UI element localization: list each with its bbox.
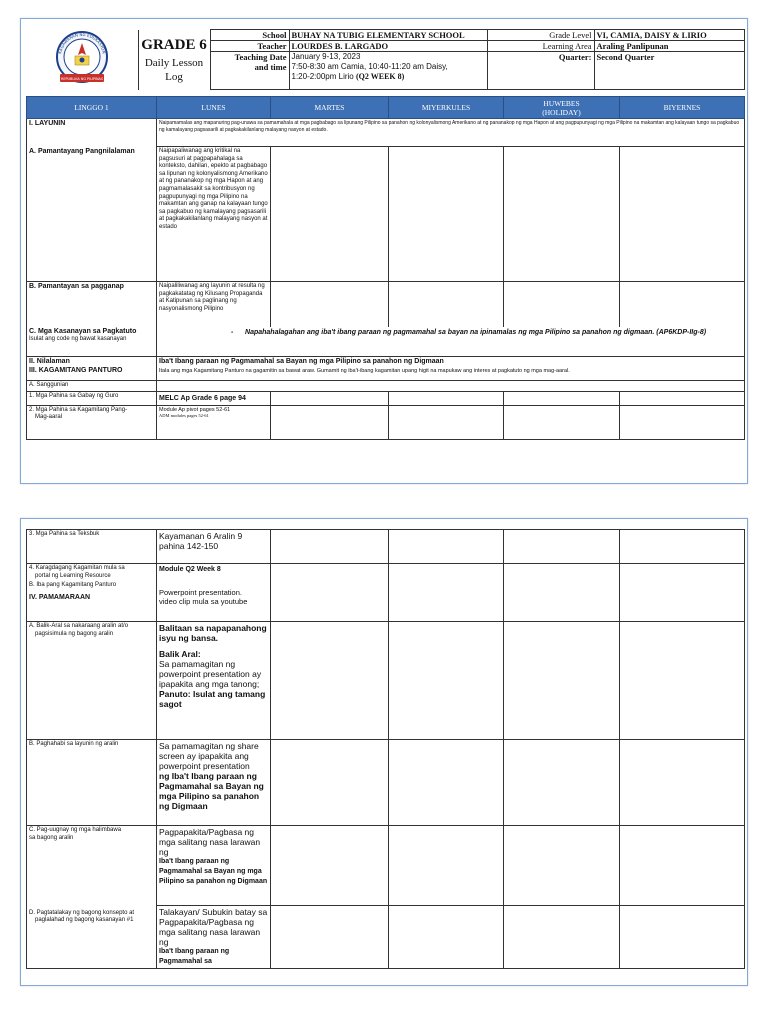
page-1: [20, 18, 748, 484]
page-2: [20, 518, 748, 986]
paghahabi-thu: [504, 740, 620, 826]
teksbuk-wed: [389, 530, 504, 564]
kasanayan-text: Napahahalagahan ang iba't ibang paraan ng pagmamahal sa bayan na ipinamalas ng mga Pilipino sa panahon ng digmaan. (AP6KDP-IIg-8): [245, 328, 707, 336]
karagdagang-fri: [620, 564, 745, 622]
teksbuk-thu: [504, 530, 620, 564]
balik-heading: Balitaan sa napapanahong isyu ng bansa.: [159, 623, 267, 643]
school-value: BUHAY NA TUBIG ELEMENTARY SCHOOL: [289, 30, 487, 41]
pamantayang-thu: [504, 147, 620, 282]
quarter-value: Second Quarter: [594, 52, 744, 90]
teksbuk-label: 3. Mga Pahina sa Teksbuk: [27, 530, 157, 564]
day-friday: BIYERNES: [620, 97, 745, 119]
kagamitang-text-1: Module Ap pivot pages 52-61: [159, 406, 231, 413]
pag-uugnay-label-1: C. Pag-uugnay ng mga halimbawa: [29, 827, 122, 833]
learning-area-label: Learning Area: [487, 41, 594, 52]
pagganap-tue: [271, 282, 389, 327]
kagamitang-text-cell: [157, 405, 271, 439]
learning-area-value: Araling Panlipunan: [594, 41, 744, 52]
sanggunian-label: A. Sanggunian: [27, 381, 157, 392]
gabay-thu: [504, 391, 620, 405]
nilalaman-text-cell: [157, 357, 745, 381]
pag-uugnay-text-1: Pagpapakita/Pagbasa ng mga salitang nasa larawan ng: [159, 827, 261, 857]
pagtalakay-text-cell: [157, 906, 271, 969]
gabay-label: 1. Mga Pahina sa Gabay ng Guro: [27, 391, 157, 405]
pamamaraan-label: IV. PAMAMARAAN: [29, 593, 91, 601]
paghahabi-wed: [389, 740, 504, 826]
paghahabi-fri: [620, 740, 745, 826]
karagdagang-label-1: 4. Karagdagang Kagamitan mula sa: [29, 565, 125, 571]
pamantayang-fri: [620, 147, 745, 282]
time-line-1: 7:50-8:30 am Camia, 10:40-11:20 am Daisy,: [291, 62, 448, 71]
title-cell: [138, 30, 210, 90]
lesson-grid-page-1: [26, 96, 745, 440]
kagamitang-label-1: 2. Mga Pahina sa Kagamitang Pang-: [29, 406, 128, 413]
gabay-fri: [620, 391, 745, 405]
pagganap-label: B. Pamantayan sa pagganap: [27, 282, 157, 327]
balik-label-1: A. Balik-Aral sa nakaraang aralin at/o: [29, 623, 129, 629]
svg-text:REPUBLIKA NG PILIPINAS: REPUBLIKA NG PILIPINAS: [60, 76, 103, 81]
layunin-label: I. LAYUNIN: [27, 119, 157, 147]
balik-fri: [620, 622, 745, 740]
kasanayan-label-cell: [27, 327, 157, 357]
datetime-value: [289, 52, 487, 90]
teacher-value: LOURDES B. LARGADO: [289, 41, 487, 52]
kagamitan-label: III. KAGAMITANG PANTURO: [29, 366, 123, 374]
pagganap-wed: [389, 282, 504, 327]
pagtalakay-text-2: Iba't Ibang paraan ng Pagmamahal sa: [159, 948, 230, 965]
paghahabi-tue: [271, 740, 389, 826]
kagamitang-tue: [271, 405, 389, 439]
gabay-text: MELC Ap Grade 6 page 94: [157, 391, 271, 405]
pag-uugnay-text-cell: [157, 826, 271, 906]
karagdagang-wed: [389, 564, 504, 622]
time-line-2: 1:20-2:00pm Lirio (Q2 WEEK 8): [291, 72, 405, 81]
iba-text-1: Powerpoint presentation.: [159, 588, 242, 597]
gabay-tue: [271, 391, 389, 405]
paghahabi-label: B. Paghahabi sa layunin ng aralin: [27, 740, 157, 826]
grade-level-label: Grade Level: [487, 30, 594, 41]
pag-uugnay-wed: [389, 826, 504, 906]
balik-text: Sa pamamagitan ng powerpoint presentation ay ipapakita ang mga tanong;: [159, 659, 262, 689]
karagdagang-label-cell: [27, 564, 157, 622]
sanggunian-empty: [157, 381, 745, 392]
deped-seal-logo: [51, 30, 113, 88]
pagganap-text: Naipaliliwanag ang layunin at resulta ng pagkakatatag ng Kilusang Propaganda at Katipunan sa paglinang ng nasyonalismong Pilipino: [157, 282, 271, 327]
karagdagang-thu: [504, 564, 620, 622]
teacher-label: Teacher: [210, 41, 289, 52]
pagtalakay-label-cell: [27, 906, 157, 969]
pag-uugnay-tue: [271, 826, 389, 906]
pagtalakay-label-2: paglalahad ng bagong kasanayan #1: [35, 917, 134, 924]
pagtalakay-wed: [389, 906, 504, 969]
balik-thu: [504, 622, 620, 740]
paghahabi-text-cell: [157, 740, 271, 826]
grade-level-value: VI, CAMIA, DAISY & LIRIO: [594, 30, 744, 41]
quarter-label: Quarter:: [487, 52, 594, 90]
date-value: January 9-13, 2023: [291, 52, 361, 61]
karagdagang-text: Module Q2 Week 8: [159, 566, 221, 573]
iba-label: B. Iba pang Kagamitang Panturo: [29, 582, 117, 589]
datetime-label: Teaching Date and time: [210, 52, 289, 90]
kagamitang-wed: [389, 405, 504, 439]
pamantayang-label: A. Pamantayang Pangnilalaman: [27, 147, 157, 282]
nilalaman-text: Iba't Ibang paraan ng Pagmamahal sa Bayan ng mga Pilipino sa panahon ng Digmaan: [159, 358, 444, 365]
day-thursday: HUWEBES (HOLIDAY): [504, 97, 620, 119]
pag-uugnay-label-cell: [27, 826, 157, 906]
pagtalakay-tue: [271, 906, 389, 969]
kasanayan-sub: Isulat ang code ng bawat kasanayan: [29, 336, 127, 342]
pamantayang-tue: [271, 147, 389, 282]
layunin-text: Naipamamalas ang mapanuring pag-unawa sa pamamahala at mga pagbabago sa lipunang Pilipino sa panahon ng kolonyalismong Amerikano at ng pananakop ng mga Hapon at ang pagpupunyagi ng mga Pilipino na makamtan ang kalayaan tungo sa pagkabuo ng kamalayang pagsasarili at pagkakakilanlang malayang nasyon at estado.: [157, 119, 745, 147]
day-wednesday: MIYERKULES: [389, 97, 504, 119]
panuto-text: Panuto: Isulat ang tamang sagot: [159, 689, 266, 709]
nilalaman-label: II. Nilalaman: [29, 358, 70, 365]
teksbuk-text: Kayamanan 6 Aralin 9 pahina 142-150: [157, 530, 271, 564]
pag-uugnay-text-2: Iba't Ibang paraan ng Pagmamahal sa Bayan ng mga Pilipino sa panahon ng Digmaan: [159, 858, 268, 885]
pagtalakay-text-1: Talakayan/ Subukin batay sa Pagpapakita/Pagbasa ng mga salitang nasa larawan ng: [159, 907, 268, 947]
day-monday: LUNES: [157, 97, 271, 119]
balik-aral-label: Balik Aral:: [159, 649, 201, 659]
pag-uugnay-label-2: sa bagong aralin: [29, 834, 74, 841]
pag-uugnay-thu: [504, 826, 620, 906]
karagdagang-tue: [271, 564, 389, 622]
kagamitang-thu: [504, 405, 620, 439]
paghahabi-text-2: ng Iba't Ibang paraan ng Pagmamahal sa Bayan ng mga Pilipino sa panahon ng Digmaan: [159, 771, 264, 811]
balik-label-2: pagsisimula ng bagong aralin: [35, 630, 114, 637]
karagdagang-text-cell: [157, 564, 271, 622]
iba-text-2: video clip mula sa youtube: [159, 597, 248, 606]
kagamitang-label-2: Mag-aaral: [35, 414, 63, 421]
balik-wed: [389, 622, 504, 740]
nilalaman-label-cell: [27, 357, 157, 381]
pagtalakay-fri: [620, 906, 745, 969]
school-label: School: [210, 30, 289, 41]
pagganap-thu: [504, 282, 620, 327]
kasanayan-text-cell: [157, 327, 745, 357]
header-table: [26, 29, 745, 90]
kasanayan-bullet: -: [231, 328, 234, 336]
pagtalakay-label-1: D. Pagtatalakay ng bagong konsepto at: [29, 909, 135, 916]
subtitle: Daily Lesson Log: [144, 56, 204, 83]
pag-uugnay-fri: [620, 826, 745, 906]
pagganap-fri: [620, 282, 745, 327]
day-header-row: [27, 97, 745, 119]
week-label: LINGGO 1: [27, 97, 157, 119]
kagamitang-fri: [620, 405, 745, 439]
teksbuk-fri: [620, 530, 745, 564]
balik-text-cell: [157, 622, 271, 740]
karagdagang-label-2: portal ng Learning Resource: [35, 572, 111, 579]
kagamitan-text: Itala ang mga Kagamitang Panturo na gagamitin sa bawat araw. Gumamit ng iba't-ibang kagamitan upang higit na mapukaw ang interes at pagkatuto ng mga mag-aaral.: [159, 367, 570, 374]
paghahabi-text-1: Sa pamamagitan ng share screen ay ipapakita ang powerpoint presentation: [159, 741, 259, 771]
gabay-wed: [389, 391, 504, 405]
pamantayang-wed: [389, 147, 504, 282]
logo-cell: [26, 30, 138, 90]
svg-text:KAGAWARAN NG EDUKASYON: KAGAWARAN NG EDUKASYON: [57, 31, 107, 54]
balik-label-cell: [27, 622, 157, 740]
day-tuesday: MARTES: [271, 97, 389, 119]
kasanayan-label: C. Mga Kasanayan sa Pagkatuto: [29, 327, 137, 335]
balik-tue: [271, 622, 389, 740]
teksbuk-tue: [271, 530, 389, 564]
grade-title: GRADE 6: [141, 36, 207, 53]
lesson-grid-page-2: [26, 529, 745, 969]
pamantayang-text: Naipapaliwanag ang kritikal na pagsusuri at pagpapahalaga sa konteksto, dahilan, epekto at pagbabago sa lipunan ng kolonyalismong Amerikano at ng pananakop ng mga Hapon at ang pagmamalasakit sa kontribusyon ng pagpupunyagi ng mga Pilipino na makamtan ang ganap na kalayaan tungo sa pagkabuo ng kamalayang pagsasarili at pagkakakilanlang malayang nasyon at estado: [157, 147, 271, 282]
kagamitang-label-cell: [27, 405, 157, 439]
kagamitang-text-2: ADM modules pages 52-61: [159, 413, 209, 419]
pagtalakay-thu: [504, 906, 620, 969]
